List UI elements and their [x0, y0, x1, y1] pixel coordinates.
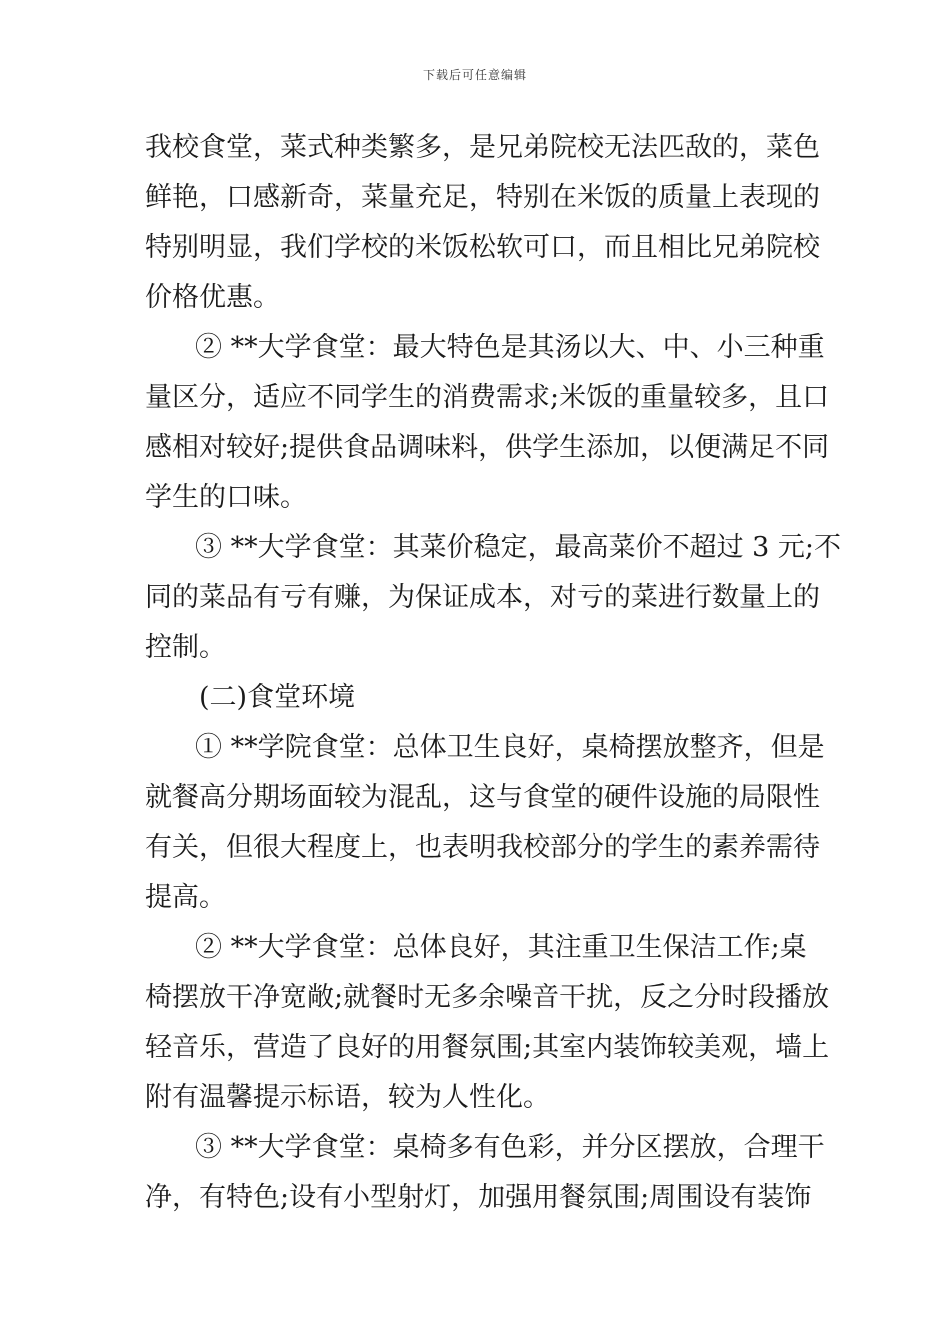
paragraph-university-canteen-environment-3	[145, 1123, 825, 1223]
text-line: 控制。	[145, 632, 226, 663]
text-line: 净，有特色;设有小型射灯，加强用餐氛围;周围设有装饰	[145, 1182, 812, 1213]
text-line: ③ **大学食堂：其菜价稳定，最高菜价不超过 3 元;不	[195, 532, 842, 563]
text-line: 同的菜品有亏有赚，为保证成本，对亏的菜进行数量上的	[145, 582, 820, 613]
paragraph-university-canteen-2	[145, 323, 830, 523]
document-body	[145, 123, 842, 1223]
page-header: 下载后可任意编辑	[422, 68, 527, 82]
paragraph-university-canteen-environment-2	[145, 923, 830, 1123]
section-heading-canteen-environment	[145, 673, 810, 723]
paragraph-college-canteen-environment	[145, 723, 825, 923]
text-line: 量区分，适应不同学生的消费需求;米饭的重量较多，且口	[145, 382, 830, 413]
paragraph-university-canteen-3	[145, 523, 842, 673]
text-line: 就餐高分期场面较为混乱，这与食堂的硬件设施的局限性	[145, 782, 820, 813]
section-heading: (二)食堂环境	[199, 682, 356, 713]
text-line: ① **学院食堂：总体卫生良好，桌椅摆放整齐，但是	[195, 732, 825, 763]
text-line: 有关，但很大程度上，也表明我校部分的学生的素养需待	[145, 832, 820, 863]
text-line: ③ **大学食堂：桌椅多有色彩，并分区摆放，合理干	[195, 1132, 825, 1163]
text-line: 我校食堂，菜式种类繁多，是兄弟院校无法匹敌的，菜色	[145, 132, 820, 163]
text-line: 轻音乐，营造了良好的用餐氛围;其室内装饰较美观，墙上	[145, 1032, 830, 1063]
text-line: 学生的口味。	[145, 482, 307, 513]
text-line: 提高。	[145, 882, 226, 913]
text-line: 鲜艳，口感新奇，菜量充足，特别在米饭的质量上表现的	[145, 182, 820, 213]
text-line: ② **大学食堂：总体良好，其注重卫生保洁工作;桌	[195, 932, 807, 963]
text-line: 感相对较好;提供食品调味料，供学生添加，以便满足不同	[145, 432, 830, 463]
text-line: 特别明显，我们学校的米饭松软可口，而且相比兄弟院校	[145, 232, 820, 263]
paragraph-canteen-variety	[145, 123, 820, 323]
text-line: 价格优惠。	[145, 282, 280, 313]
text-line: 附有温馨提示标语，较为人性化。	[145, 1082, 550, 1113]
text-line: ② **大学食堂：最大特色是其汤以大、中、小三种重	[195, 332, 825, 363]
text-line: 椅摆放干净宽敞;就餐时无多余噪音干扰，反之分时段播放	[145, 982, 830, 1013]
